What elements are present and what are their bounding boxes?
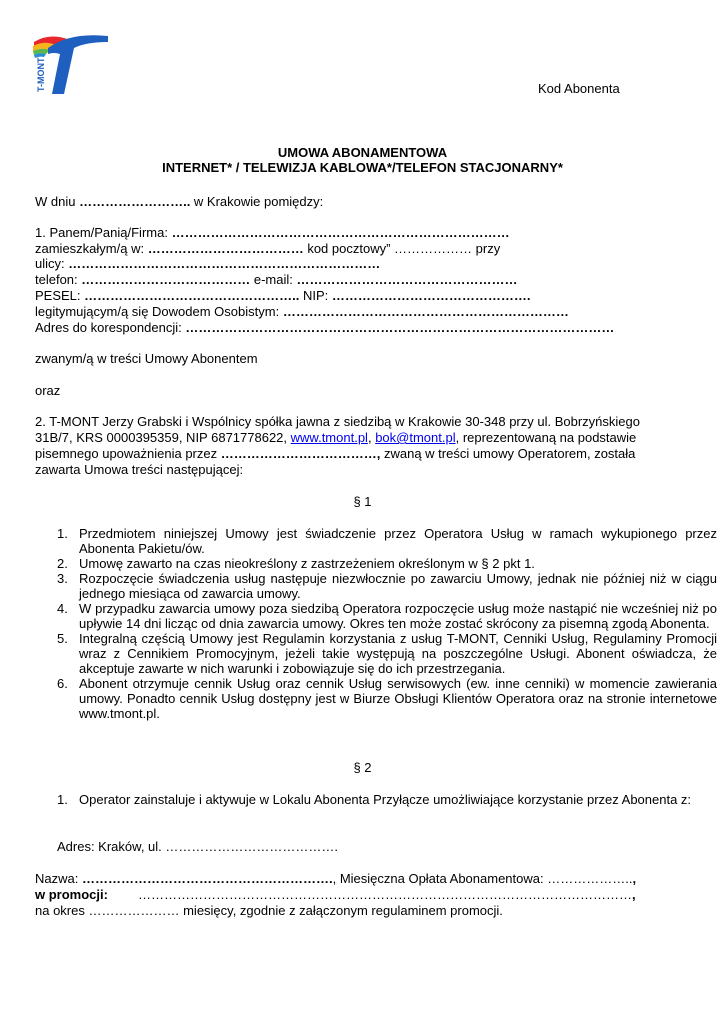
list-item: 2. Umowę zawarto na czas nieokreślony z zastrzeżeniem określonym w § 2 pkt 1. <box>57 556 535 571</box>
party2-line3: pisemnego upoważnienia przez ………………………………, zwaną w treści umowy Operatorem, została <box>35 446 636 461</box>
party1-pesel-line: PESEL: ………………………………………….. NIP: ………………………………………. <box>35 288 531 303</box>
phone-field[interactable]: ………………………………… <box>81 272 251 287</box>
party1-contact-line: telefon: ………………………………… e-mail: …………………………………………… <box>35 272 518 287</box>
section2-list <box>35 792 717 807</box>
correspondence-field[interactable]: ……………………………………………………………………………………… <box>185 320 615 335</box>
postal-field[interactable]: ……………… <box>390 241 473 256</box>
pesel-field[interactable]: ………………………………………….. <box>84 288 300 303</box>
subscriber-code-label: Kod Abonenta <box>538 81 620 96</box>
install-address-field[interactable]: …………………………………. <box>165 839 339 854</box>
period-line: na okres ………………… miesięcy, zgodnie z załączonym regulaminem promocji. <box>35 903 503 918</box>
list-item: 5. Integralną częścią Umowy jest Regulamin korzystania z usług T-MONT, Cenniki Usług, Regulaminy Promocji wraz z Cennikiem Promocyjnym, jeżeli takie występują na poszczególne Usługi. Abonent oświadcza, że akceptuje zawarte w nich warunki i zobowiązuje się do ich przestrzegania. <box>57 631 717 676</box>
date-line: W dniu …………………….. w Krakowie pomiędzy: <box>35 194 324 209</box>
contract-title: UMOWA ABONAMENTOWA <box>277 145 448 160</box>
section1-heading: § 1 <box>353 494 372 509</box>
install-address-line: Adres: Kraków, ul. …………………………………. <box>57 839 339 854</box>
list-item: 3. Rozpoczęcie świadczenia usług następuje niezwłocznie po zawarciu Umowy, jednak nie później niż w ciągu jednego miesiąca od zawarcia umowy. <box>57 571 717 601</box>
authorized-person-field[interactable]: ………………………………, <box>220 446 381 461</box>
party1-id-line: legitymującym/ą się Dowodem Osobistym: ………………………………………………………… <box>35 304 569 319</box>
party2-line2: 31B/7, KRS 0000395359, NIP 6871778622, www.tmont.pl, bok@tmont.pl, reprezentowaną na podstawie <box>35 430 637 445</box>
website-link[interactable]: www.tmont.pl <box>290 430 368 445</box>
address-field[interactable]: ……………………………… <box>147 241 304 256</box>
party2-line1: 2. T-MONT Jerzy Grabski i Wspólnicy spółka jawna z siedzibą w Krakowie 30-348 przy ul. Bobrzyńskiego <box>35 414 640 429</box>
list-item: 1. Operator zainstaluje i aktywuje w Lokalu Abonenta Przyłącze umożliwiające korzystanie przez Abonenta z: <box>57 792 692 807</box>
party1-correspondence-line: Adres do korespondencji: ……………………………………………………………………………………… <box>35 320 615 335</box>
party1-address-line: zamieszkałym/ą w: ……………………………… kod pocztowy” ……………… przy <box>35 241 501 256</box>
section1-list <box>35 526 717 721</box>
monthly-fee-field[interactable]: ……………….. <box>547 871 633 886</box>
email-link[interactable]: bok@tmont.pl <box>375 430 456 445</box>
contract-subtitle: INTERNET* / TELEWIZJA KABLOWA*/TELEFON STACJONARNY* <box>162 160 563 175</box>
list-item: 1. Przedmiotem niniejszej Umowy jest świadczenie przez Operatora Usług w ramach wykupionego przez Abonenta Pakietu/ów. <box>57 526 717 556</box>
party1-name-line: 1. Panem/Panią/Firma: …………………………………………………………………… <box>35 225 510 240</box>
service-name-line: Nazwa: …………………………………………………., Miesięczna Opłata Abonamentowa: ……………….., <box>35 871 637 886</box>
service-name-field[interactable]: …………………………………………………. <box>81 871 333 886</box>
t-mont-logo <box>30 32 110 96</box>
section2-heading: § 2 <box>353 760 372 775</box>
name-field[interactable]: …………………………………………………………………… <box>171 225 510 240</box>
and-word: oraz <box>35 383 61 398</box>
party1-street-line: ulicy: ……………………………………………………………… <box>35 256 381 271</box>
street-field[interactable]: ……………………………………………………………… <box>68 256 381 271</box>
party2-line4: zawarta Umowa treści następującej: <box>35 462 244 477</box>
list-item: 4. W przypadku zawarcia umowy poza siedzibą Operatora rozpoczęcie usług może nastąpić nie wcześniej niż po upływie 14 dni licząc od dnia zawarcia umowy. Okres ten może zostać skrócony za pisemną zgodą Abonenta. <box>57 601 717 631</box>
period-field[interactable]: ………………… <box>88 903 180 918</box>
promotion-field[interactable]: …………………………………………………………………………………………………… <box>137 887 632 902</box>
logo-text: T-MONT <box>36 57 46 92</box>
id-field[interactable]: ………………………………………………………… <box>282 304 569 319</box>
email-field[interactable]: …………………………………………… <box>296 272 518 287</box>
promotion-line: w promocji: ……………………………………………………………………………………………………, <box>35 887 636 902</box>
party1-called-line: zwanym/ą w treści Umowy Abonentem <box>35 351 258 366</box>
nip-field[interactable]: ………………………………………. <box>331 288 531 303</box>
list-item: 6. Abonent otrzymuje cennik Usług oraz cennik Usług serwisowych (ew. inne cenniki) w momencie zawierania umowy. Ponadto cennik Usług dostępny jest w Biurze Obsługi Klientów Operatora oraz na stronie internetowe www.tmont.pl. <box>57 676 717 721</box>
